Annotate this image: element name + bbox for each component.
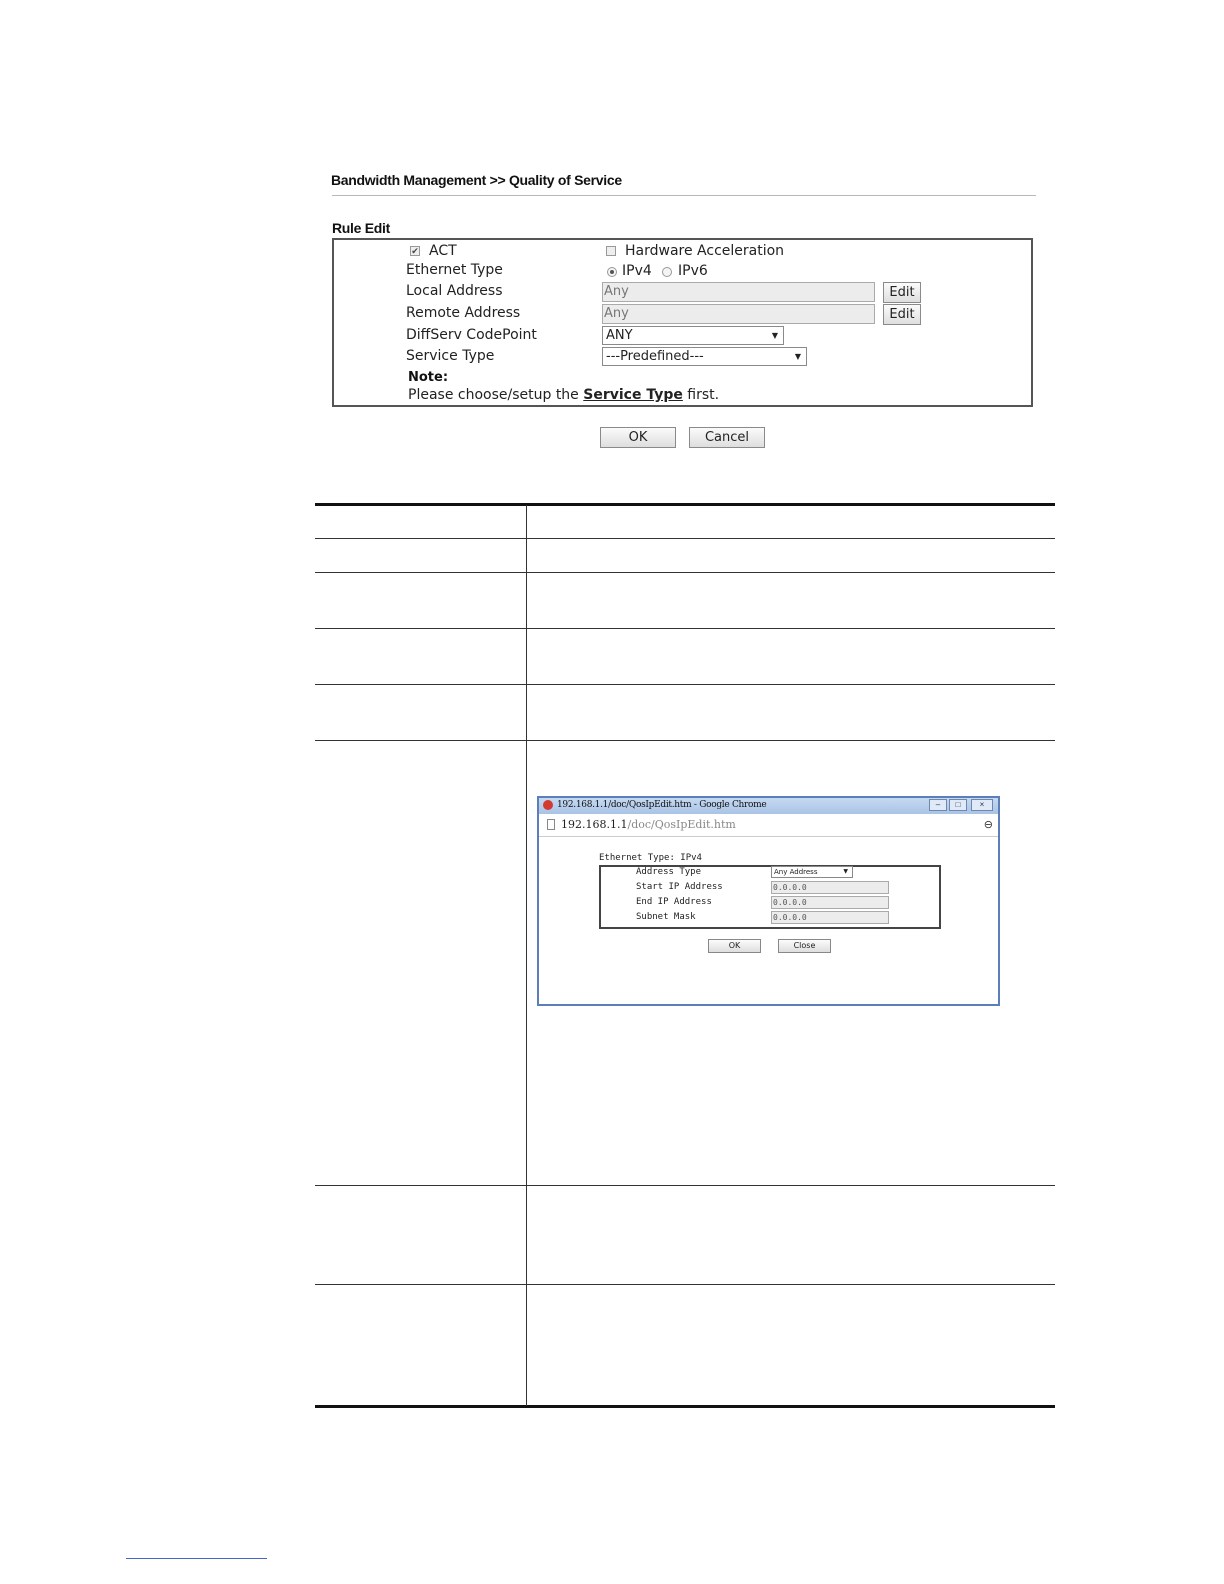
end-ip-input[interactable]: 0.0.0.0 [771, 896, 889, 909]
remote-address-input[interactable]: Any [602, 304, 875, 324]
ok-button[interactable]: OK [600, 427, 676, 448]
ipv4-label: IPv4 [622, 263, 652, 279]
local-address-label: Local Address [406, 283, 503, 299]
address-type-value: Any Address [774, 868, 818, 876]
start-ip-input[interactable]: 0.0.0.0 [771, 881, 889, 894]
table-row-divider [315, 740, 1055, 741]
footer-rule [126, 1558, 267, 1559]
table-bottom-border [315, 1405, 1055, 1408]
service-type-value: ---Predefined--- [606, 349, 704, 364]
ipv6-radio[interactable] [662, 267, 672, 277]
table-row-divider [315, 1284, 1055, 1285]
chevron-down-icon: ▼ [843, 868, 848, 875]
end-ip-label: End IP Address [636, 897, 712, 907]
address-type-select[interactable] [771, 866, 853, 878]
address-type-label: Address Type [636, 867, 702, 877]
page-icon [547, 819, 555, 830]
close-icon[interactable]: × [971, 799, 993, 811]
table-top-border [315, 503, 1055, 506]
note-suffix: first. [682, 387, 720, 403]
service-type-link[interactable]: Service Type [583, 387, 683, 403]
remote-address-label: Remote Address [406, 305, 521, 321]
divider [332, 195, 1036, 196]
note-title: Note: [408, 370, 449, 385]
local-address-input[interactable]: Any [602, 282, 875, 302]
service-type-select[interactable] [602, 347, 807, 366]
url-host: 192.168.1.1 [561, 818, 628, 831]
table-column-divider [526, 505, 527, 1406]
url-path: /doc/QosIpEdit.htm [627, 818, 736, 831]
zoom-icon[interactable]: ⊖ [983, 819, 993, 831]
note-text [408, 387, 719, 403]
note-prefix: Please choose/setup the [408, 387, 584, 403]
table-row-divider [315, 538, 1055, 539]
minimize-icon[interactable]: – [929, 799, 947, 811]
ipv6-label: IPv6 [678, 263, 708, 279]
ip-edit-popup-window [537, 796, 1000, 1006]
popup-address-bar [539, 814, 998, 837]
start-ip-label: Start IP Address [636, 882, 723, 892]
chevron-down-icon: ▼ [771, 331, 778, 340]
table-row-divider [315, 1185, 1055, 1186]
chrome-icon [543, 800, 553, 810]
diffserv-value: ANY [606, 328, 633, 343]
chevron-down-icon: ▼ [794, 352, 801, 361]
subnet-mask-label: Subnet Mask [636, 912, 696, 922]
diffserv-label: DiffServ CodePoint [406, 327, 537, 343]
ipv4-radio[interactable] [607, 267, 617, 277]
diffserv-select[interactable] [602, 326, 784, 345]
subnet-mask-input[interactable]: 0.0.0.0 [771, 911, 889, 924]
act-label: ACT [429, 243, 457, 259]
maximize-icon[interactable]: □ [949, 799, 967, 811]
cancel-button[interactable]: Cancel [689, 427, 765, 448]
popup-ethernet-type: Ethernet Type: IPv4 [599, 853, 702, 863]
ethernet-type-label: Ethernet Type [406, 262, 503, 278]
table-row-divider [315, 628, 1055, 629]
popup-window-title: 192.168.1.1/doc/QosIpEdit.htm - Google Chrome [557, 800, 767, 810]
table-row-divider [315, 572, 1055, 573]
act-checkbox[interactable]: ✔ [411, 246, 419, 256]
popup-title-bar [539, 798, 998, 814]
local-address-edit-button[interactable]: Edit [883, 282, 921, 303]
popup-ok-button[interactable]: OK [708, 939, 761, 953]
table-row-divider [315, 684, 1055, 685]
popup-close-button[interactable]: Close [778, 939, 831, 953]
hardware-acceleration-checkbox[interactable] [606, 246, 616, 256]
section-title: Rule Edit [332, 220, 390, 236]
hardware-acceleration-label: Hardware Acceleration [625, 243, 785, 259]
remote-address-edit-button[interactable]: Edit [883, 304, 921, 325]
breadcrumb: Bandwidth Management >> Quality of Service [331, 172, 622, 188]
popup-url [561, 818, 736, 831]
service-type-label: Service Type [406, 348, 495, 364]
